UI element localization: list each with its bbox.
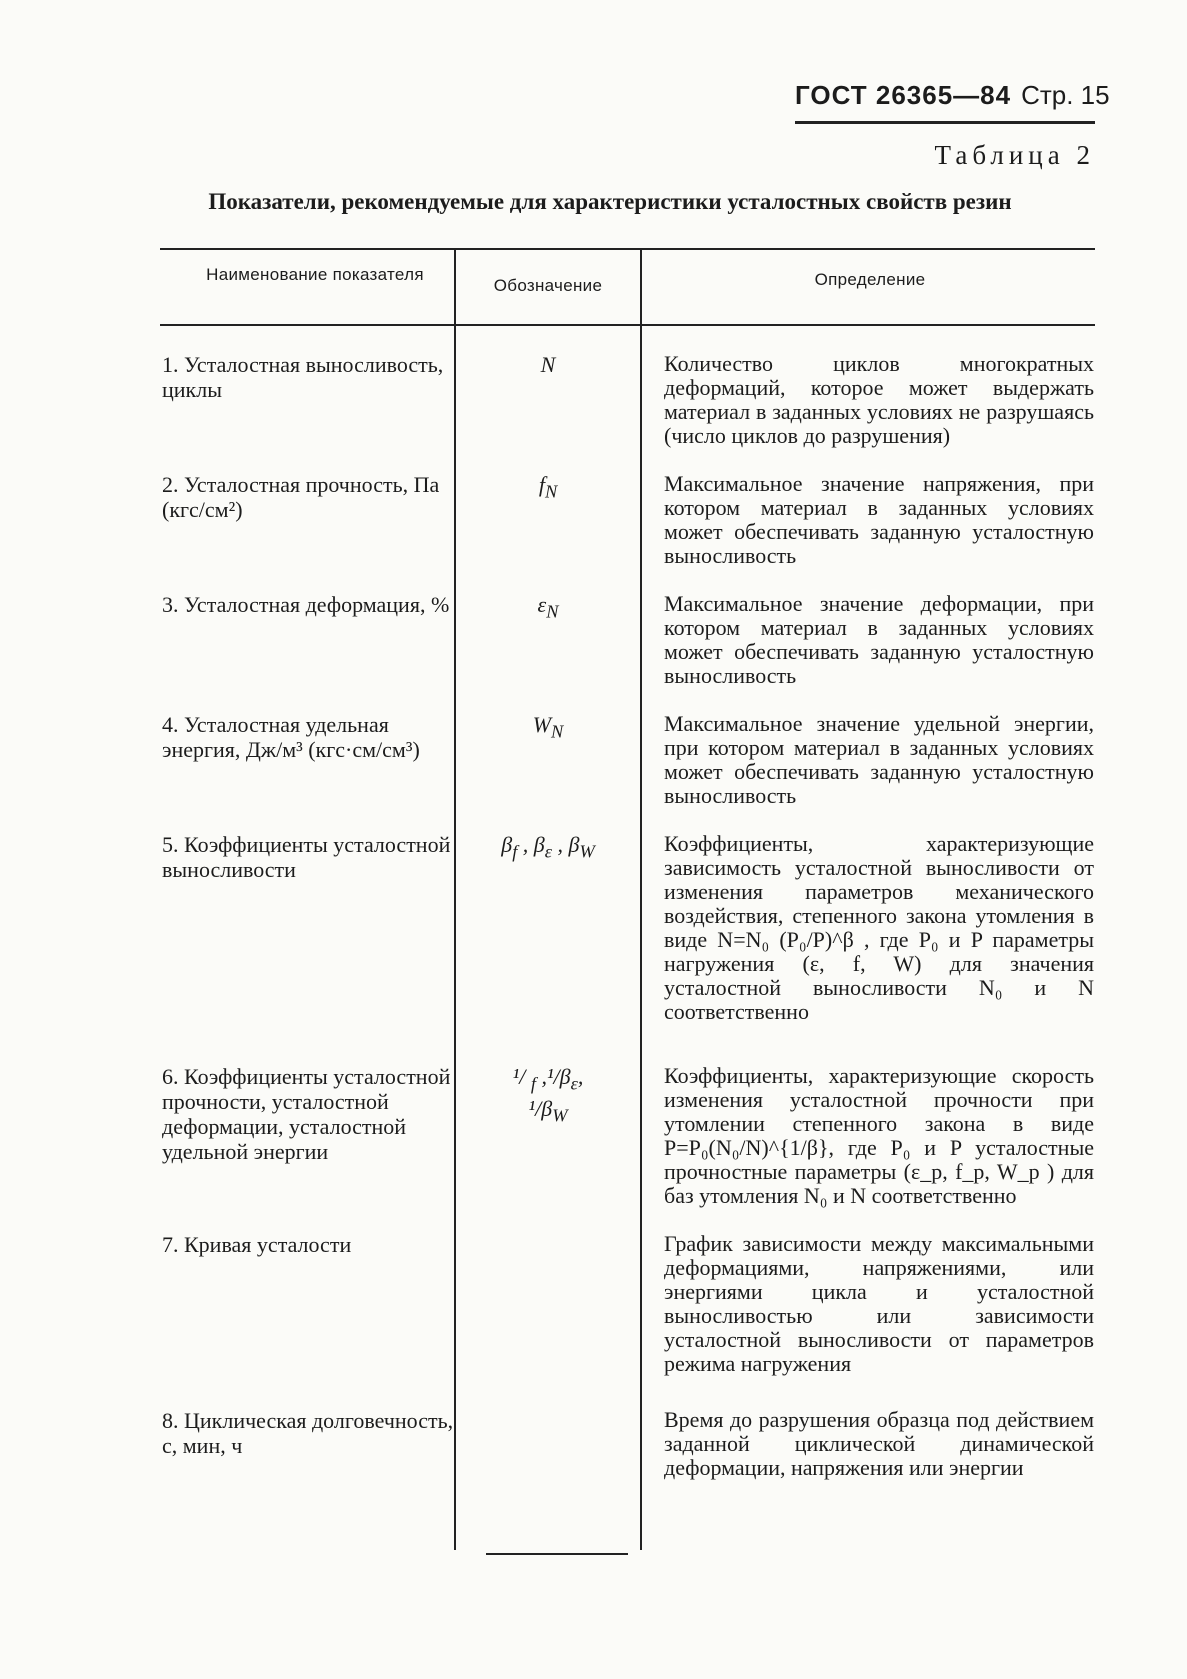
table-title: Показатели, рекомендуемые для характеристики усталостных свойств резин [208,189,1012,214]
column-header-name: Наименование показателя [206,265,424,284]
standard-number: ГОСТ 26365—84 [795,80,1012,110]
row-symbol: N [540,352,556,377]
row-symbol: $\varepsilon_N$ [537,592,559,622]
row-definition: Время до разрушения образца под действием заданной циклической динамической деформации, напряжения или энергии [664,1407,1094,1480]
row-definition: График зависимости между максимальными деформациями, напряжениями, или энергиями цикла и усталостной выносливостью или зависимости усталостной выносливости от параметров режима нагружения [664,1231,1094,1376]
row-definition: Максимальное значение напряжения, при котором материал в заданных условиях может обеспечивать заданную усталостную выносливость [664,471,1094,568]
table-number: Таблица 2 [934,140,1095,170]
row-name: 1. Усталостная выносливость, циклы [162,352,444,402]
table-top-rule [160,248,1095,250]
row-name: 2. Усталостная прочность, Па (кгс/см²) [162,472,440,522]
row-symbol: $W_N$ [532,712,564,742]
table-end-rule [486,1553,628,1555]
row-name: 8. Циклическая долговечность, с, мин, ч [162,1408,454,1458]
row-name: 6. Коэффициенты усталостной прочности, усталостной деформации, усталостной удельной энергии [162,1064,451,1164]
row-name: 3. Усталостная деформация, % [162,592,450,617]
page-header [795,80,1110,124]
row-symbol: $\beta_f$ , $\beta_\varepsilon$ , $\beta_W$ [501,832,595,862]
column-header-definition: Определение [814,270,926,289]
row-definition: Коэффициенты, характеризующие зависимость усталостной выносливости от изменения параметров механического воздействия, степенного закона утомления в виде N=N₀ (P₀/P)^β , где P₀ и P параметры нагружения (ε, f, W) для значения усталостной выносливости N₀ и N соответственно [664,831,1094,1024]
page-number: Стр. 15 [1021,80,1110,110]
column-divider-1 [454,250,456,1550]
row-symbol: ¹/ $_f$ $,^1/\beta_\varepsilon$, $^1/\beta_W$ [512,1064,584,1126]
row-name: 4. Усталостная удельная энергия, Дж/м³ (кгс·см/см³) [162,712,420,762]
row-definition: Максимальное значение удельной энергии, при котором материал в заданных условиях может обеспечивать заданную усталостную выносливость [664,711,1094,808]
row-name: 7. Кривая усталости [162,1232,352,1257]
row-definition: Максимальное значение деформации, при котором материал в заданных условиях может обеспечивать заданную усталостную выносливость [664,591,1094,688]
row-definition: Количество циклов многократных деформаций, которое может выдержать материал в заданных условиях не разрушаясь (число циклов до разрушения) [664,351,1094,448]
row-name: 5. Коэффициенты усталостной выносливости [162,832,451,882]
column-header-symbol: Обозначение [493,276,603,295]
row-definition: Коэффициенты, характеризующие скорость изменения усталостной прочности при утомлении степенного закона в виде P=P₀(N₀/N)^{1/β}, где P₀ и P усталостные прочностные параметры (ε_p, f_p, W_p ) для баз утомления N₀ и N соответственно [664,1063,1094,1208]
row-symbol: $f_N$ [538,472,558,502]
table-header-rule [160,324,1095,326]
column-divider-2 [640,250,642,1550]
